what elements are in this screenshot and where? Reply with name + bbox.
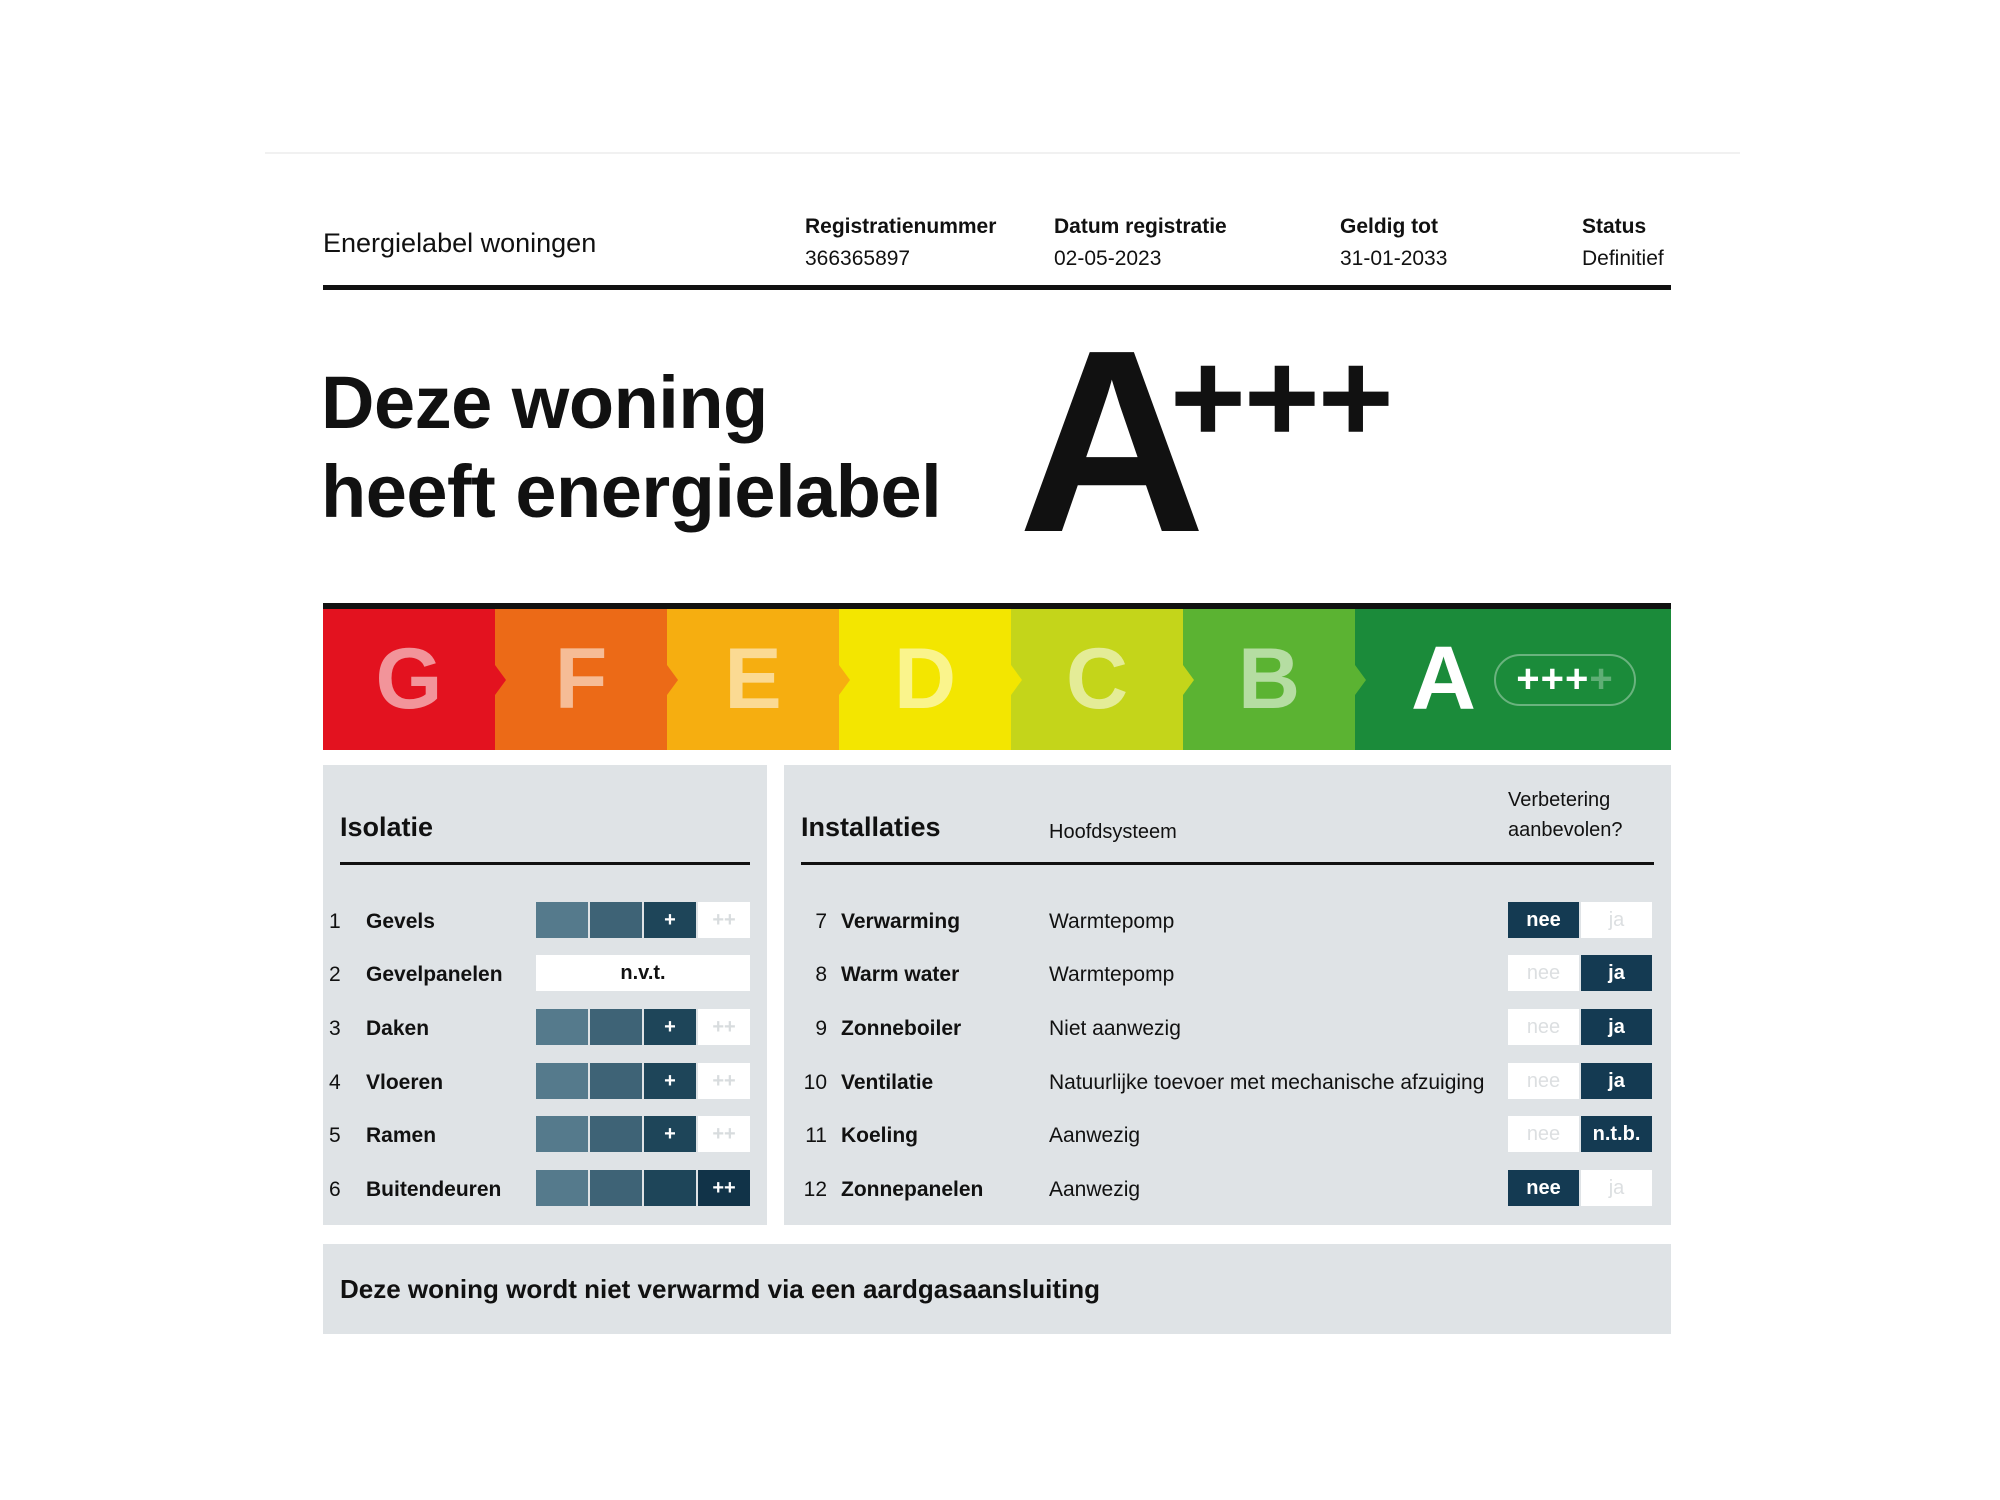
row-label: Gevelpanelen <box>366 963 503 986</box>
insulation-rating <box>536 1009 750 1045</box>
not-applicable: n.v.t. <box>536 955 750 991</box>
meta-status <box>1582 215 1664 271</box>
headline-line-2: heeft energielabel <box>321 450 942 533</box>
rating-segment <box>590 1170 642 1206</box>
option-nee: nee <box>1508 1063 1579 1099</box>
rating-segment: + <box>644 1063 696 1099</box>
scale-letter: C <box>1065 631 1129 727</box>
row-label: Koeling <box>841 1124 918 1147</box>
installatie-row <box>784 1063 1671 1101</box>
option-ja: ja <box>1581 955 1652 991</box>
rating-segment <box>590 1063 642 1099</box>
insulation-rating <box>536 1116 750 1152</box>
rating-segment: ++ <box>698 1063 750 1099</box>
rating-segment: + <box>644 1116 696 1152</box>
energy-label-letter: A <box>1018 297 1202 587</box>
installatie-row <box>784 902 1671 940</box>
scale-letter: D <box>893 631 957 727</box>
rating-segment <box>644 1170 696 1206</box>
scale-class-f <box>495 609 667 750</box>
improvement-recommended <box>1508 955 1654 991</box>
rating-segment: ++ <box>698 902 750 938</box>
row-system: Niet aanwezig <box>1049 1017 1181 1040</box>
meta-label: Status <box>1582 215 1647 238</box>
row-system: Natuurlijke toevoer met mechanische afzuiging <box>1049 1071 1485 1094</box>
insulation-rating <box>536 955 750 991</box>
meta-value: 366365897 <box>805 247 911 270</box>
improvement-recommended <box>1508 1116 1654 1152</box>
energy-scale <box>323 609 1671 750</box>
improvement-recommended <box>1508 1170 1654 1206</box>
rating-segment: ++ <box>698 1116 750 1152</box>
scale-letter: B <box>1237 631 1301 727</box>
row-number: 3 <box>329 1017 341 1040</box>
column-verbetering-line-2: aanbevolen? <box>1508 819 1623 841</box>
option-nee: nee <box>1508 1170 1579 1206</box>
row-system: Aanwezig <box>1049 1124 1141 1147</box>
option-ja: ja <box>1581 1009 1652 1045</box>
option-ntb: n.t.b. <box>1581 1116 1652 1152</box>
header-divider <box>323 285 1671 290</box>
installatie-row <box>784 1009 1671 1047</box>
rating-segment <box>536 1063 588 1099</box>
column-verbetering <box>1508 785 1623 845</box>
isolatie-row <box>323 902 767 940</box>
scale-class-e <box>667 609 839 750</box>
row-number: 6 <box>329 1178 341 1201</box>
installatie-row <box>784 955 1671 993</box>
installatie-row <box>784 1116 1671 1154</box>
installaties-divider <box>801 862 1654 865</box>
rating-segment <box>536 1009 588 1045</box>
scale-class-d <box>839 609 1011 750</box>
top-divider <box>265 152 1740 154</box>
rating-segment <box>590 1009 642 1045</box>
active-class-plus-pill <box>1494 654 1636 706</box>
improvement-recommended <box>1508 1009 1654 1045</box>
rating-segment: + <box>644 902 696 938</box>
isolatie-title: Isolatie <box>340 812 434 842</box>
option-nee: nee <box>1508 1009 1579 1045</box>
row-label: Zonnepanelen <box>841 1178 984 1201</box>
rating-segment <box>590 902 642 938</box>
rating-segment <box>536 1116 588 1152</box>
rating-segment: + <box>644 1009 696 1045</box>
scale-letter: G <box>375 631 443 727</box>
meta-label: Registratienummer <box>805 215 997 238</box>
column-hoofdsysteem: Hoofdsysteem <box>1049 821 1177 843</box>
scale-class-c <box>1011 609 1183 750</box>
row-label: Zonneboiler <box>841 1017 962 1040</box>
document-type: Energielabel woningen <box>323 228 597 258</box>
gas-notice-text: Deze woning wordt niet verwarmd via een aardgasaansluiting <box>340 1274 1100 1304</box>
insulation-rating <box>536 902 750 938</box>
meta-value: Definitief <box>1582 247 1664 270</box>
active-plus-dim: + <box>1589 657 1614 701</box>
isolatie-divider <box>340 862 750 865</box>
scale-letter: F <box>554 631 608 727</box>
row-number: 2 <box>329 963 341 986</box>
scale-class-a <box>1355 609 1671 750</box>
isolatie-row <box>323 1063 767 1101</box>
isolatie-row <box>323 1009 767 1047</box>
isolatie-row <box>323 1170 767 1208</box>
meta-value: 02-05-2023 <box>1054 247 1162 270</box>
row-label: Buitendeuren <box>366 1178 502 1201</box>
option-nee: nee <box>1508 902 1579 938</box>
row-label: Verwarming <box>841 910 961 933</box>
row-system: Warmtepomp <box>1049 910 1175 933</box>
option-nee: nee <box>1508 1116 1579 1152</box>
row-number: 8 <box>815 963 827 986</box>
scale-letter: E <box>724 631 782 727</box>
row-system: Aanwezig <box>1049 1178 1141 1201</box>
energy-label-plus: +++ <box>1170 324 1392 470</box>
rating-segment <box>536 902 588 938</box>
rating-segment <box>536 1170 588 1206</box>
insulation-rating <box>536 1063 750 1099</box>
meta-registration-date <box>1054 215 1227 271</box>
insulation-rating <box>536 1170 750 1206</box>
scale-class-b <box>1183 609 1355 750</box>
installaties-panel <box>784 765 1671 1225</box>
isolatie-row <box>323 1116 767 1154</box>
option-ja: ja <box>1581 902 1652 938</box>
meta-label: Datum registratie <box>1054 215 1227 238</box>
row-number: 5 <box>329 1124 341 1147</box>
improvement-recommended <box>1508 902 1654 938</box>
option-ja: ja <box>1581 1063 1652 1099</box>
installaties-title: Installaties <box>801 812 941 842</box>
headline-line-1: Deze woning <box>321 361 768 444</box>
installatie-row <box>784 1170 1671 1208</box>
rating-segment: ++ <box>698 1170 750 1206</box>
row-number: 9 <box>815 1017 827 1040</box>
row-system: Warmtepomp <box>1049 963 1175 986</box>
meta-valid-until <box>1340 215 1447 271</box>
gas-notice <box>323 1244 1671 1334</box>
column-verbetering-line-1: Verbetering <box>1508 789 1611 811</box>
row-label: Gevels <box>366 910 435 933</box>
improvement-recommended <box>1508 1063 1654 1099</box>
isolatie-panel <box>323 765 767 1225</box>
row-number: 1 <box>329 910 341 933</box>
row-number: 7 <box>815 910 827 933</box>
row-number: 12 <box>803 1178 827 1201</box>
option-ja: ja <box>1581 1170 1652 1206</box>
row-number: 11 <box>805 1124 827 1147</box>
row-label: Daken <box>366 1017 430 1040</box>
active-plus: +++ <box>1516 657 1590 701</box>
scale-class-g <box>323 609 495 750</box>
row-label: Ventilatie <box>841 1071 934 1094</box>
isolatie-row <box>323 955 767 993</box>
row-label: Ramen <box>366 1124 437 1147</box>
meta-value: 31-01-2033 <box>1340 247 1448 270</box>
meta-label: Geldig tot <box>1340 215 1438 238</box>
row-number: 10 <box>803 1071 827 1094</box>
row-number: 4 <box>329 1071 341 1094</box>
row-label: Warm water <box>841 963 960 986</box>
row-label: Vloeren <box>366 1071 444 1094</box>
scale-letter: A <box>1411 629 1476 729</box>
rating-segment <box>590 1116 642 1152</box>
headline <box>321 358 941 536</box>
meta-registration-number <box>805 215 996 271</box>
option-nee: nee <box>1508 955 1579 991</box>
rating-segment: ++ <box>698 1009 750 1045</box>
